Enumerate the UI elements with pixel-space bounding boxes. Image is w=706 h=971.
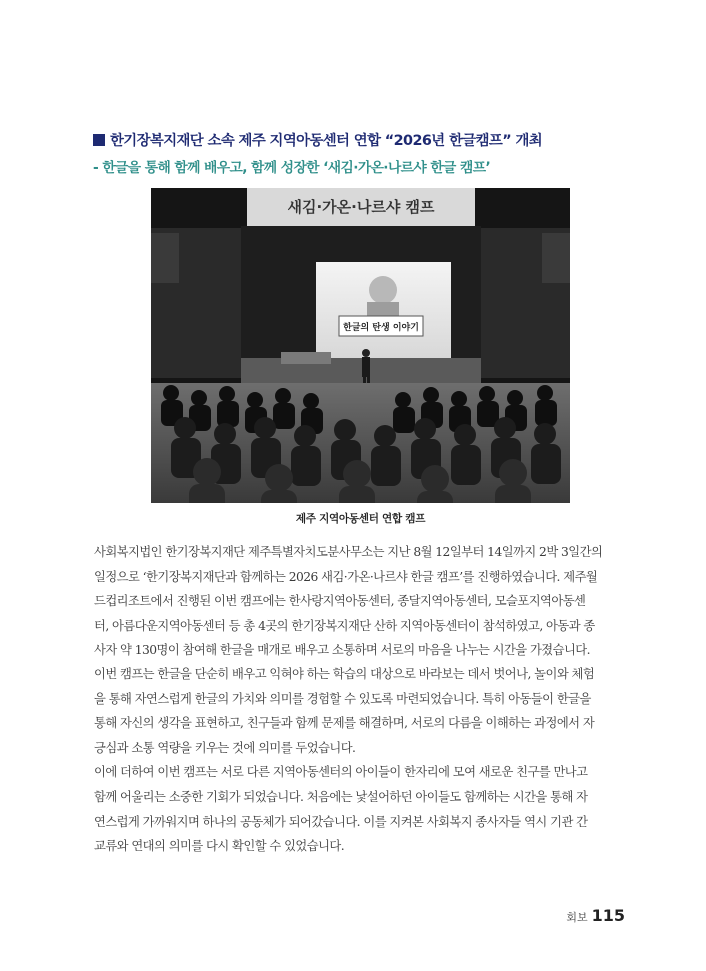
article-subheadline: - 한글을 통해 함께 배우고, 함께 성장한 ‘새김·가온·나르샤 한글 캠프’: [93, 160, 491, 176]
paragraph-line: 을 통해 자연스럽게 한글의 가치와 의미를 경험할 수 있도록 마련되었습니다. 특히 아동들이 한글을: [94, 691, 591, 706]
paragraph-line: 통해 자신의 생각을 표현하고, 친구들과 함께 문제를 해결하며, 서로의 다름을 이해하는 과정에서 자: [94, 716, 595, 731]
headline-text: 한기장복지재단 소속 제주 지역아동센터 연합 “2026년 한글캠프” 개최: [110, 133, 543, 149]
paragraph-line: 교류와 연대의 의미를 다시 확인할 수 있었습니다.: [94, 839, 345, 854]
paragraph-line: 함께 어울리는 소중한 기회가 되었습니다. 처음에는 낯설어하던 아이들도 함께하는 시간을 통해 자: [94, 789, 588, 804]
article-headline: [93, 129, 653, 150]
paragraph-line: 드컵리조트에서 진행된 이번 캠프에는 한사랑지역아동센터, 종달지역아동센터, 모슬포지역아동센: [94, 594, 586, 609]
bullet-square-icon: [93, 134, 105, 146]
paragraph-line: 사회복지법인 한기장복지재단 제주특별자치도분사무소는 지난 8월 12일부터 14일까지 2박 3일간의: [94, 545, 603, 559]
paragraph-line: 이번 캠프는 한글을 단순히 배우고 익혀야 하는 학습의 대상으로 바라보는 데서 벗어나, 놀이와 체험: [94, 667, 595, 681]
paragraph-line: 터, 아름다운지역아동센터 등 총 4곳의 한기장복지재단 산하 지역아동센터이 참석하였고, 아동과 종: [94, 618, 595, 633]
paragraph-line: 이에 더하여 이번 캠프는 서로 다른 지역아동센터의 아이들이 한자리에 모여 새로운 친구를 만나고: [94, 765, 588, 780]
page-number: 115: [591, 906, 625, 925]
paragraph-2: [94, 662, 634, 859]
banner-title: 새김·가온·나르샤 캠프: [287, 198, 435, 216]
screen-title: 한글의 탄생 이야기: [343, 323, 419, 333]
page-footer: [566, 906, 625, 925]
event-photo: [151, 188, 570, 503]
paragraph-line: 일정으로 ‘한기장복지재단과 함께하는 2026 새김·가온·나르샤 한글 캠프’를 진행하였습니다. 제주월: [94, 569, 598, 584]
paragraph-1: [94, 540, 634, 663]
footer-section: 회보: [566, 911, 588, 924]
paragraph-line: 긍심과 소통 역량을 키우는 것에 의미를 두었습니다.: [94, 740, 356, 755]
paragraph-line: 연스럽게 가까워지며 하나의 공동체가 되어갔습니다. 이를 지켜본 사회복지 종사자들 역시 기관 간: [94, 814, 588, 829]
paragraph-line: 사자 약 130명이 참여해 한글을 매개로 배우고 소통하며 서로의 마음을 나누는 시간을 가졌습니다.: [94, 643, 590, 658]
photo-caption: 제주 지역아동센터 연합 캠프: [295, 513, 426, 525]
